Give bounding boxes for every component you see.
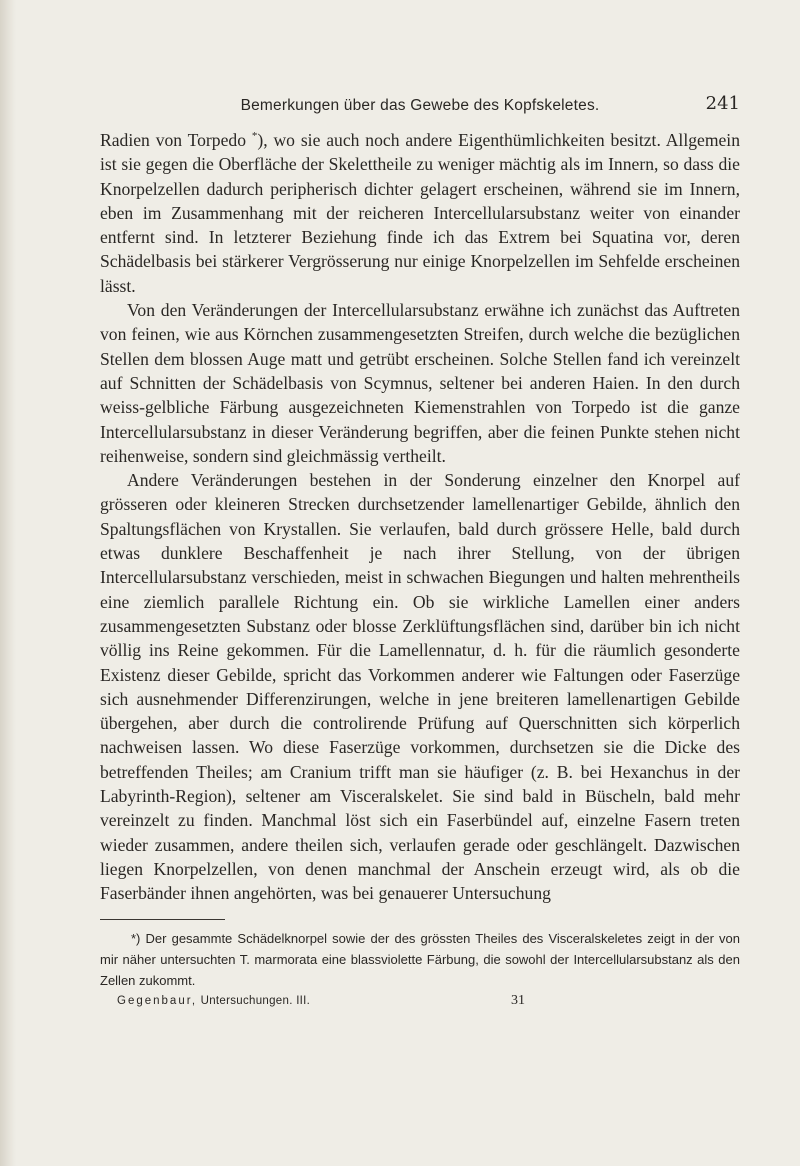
footnote-text: *) Der gesammte Schädelknorpel sowie der des grössten Theiles des Visceralskeletes zeigt in der von mir näher untersuchten T. marmorata eine blassviolette Färbung, die sowohl der Intercellularsubstanz als den Zellen zukommt. xyxy=(100,930,740,988)
paragraph-3: Andere Veränderungen bestehen in der Sonderung einzelner den Knorpel auf grösseren oder kleineren Strecken durchsetzender lamellenartiger Gebilde, ähnlich den Spaltungsflächen von Krystallen. Sie verlaufen, bald durch grössere Helle, bald durch etwas dunklere Beschaffenheit je nach ihrer Stellung, von der übrigen Intercellularsubstanz verschieden, meist in schwachen Biegungen und halten mehrentheils eine ziemlich parallele Richtung ein. Ob sie wirkliche Lamellen einer anders zusammengesetzten Substanz oder blosse Zerklüftungsflächen sind, darüber bin ich nicht völlig ins Reine gekommen. Für die Lamellennatur, d. h. für die räumlich gesonderte Existenz dieser Gebilde, spricht das Vorkommen anderer wie Faltungen oder Faserzüge sich ausnehmender Differenzirungen, welche in jene breiteren lamellenartigen Gebilde übergehen, aber durch die controlirende Prüfung auf Querschnitten sich körperlich nachweisen lassen. Wo diese Faserzüge vorkommen, durchsetzen sie die Dicke des betreffenden Theiles; am Cranium trifft man sie häufiger (z. B. bei Hexanchus in der Labyrinth-Region), seltener am Visceralskelet. Sie sind bald in Büscheln, bald mehr vereinzelt zu finden. Manchmal löst sich ein Faserbündel auf, einzelne Fasern treten wieder zusammen, andere theilen sich, verlaufen gerade oder geschlängelt. Dazwischen liegen Knorpelzellen, von denen manchmal der Anschein erzeugt wird, als ob die Faserbänder ihnen angehörten, was bei genauerer Untersuchung xyxy=(100,470,740,904)
page-binding-edge xyxy=(0,0,16,1166)
sheet-number: 31 xyxy=(511,992,525,1008)
paragraph-1 xyxy=(100,128,740,298)
signature-author: Gegenbaur, xyxy=(117,994,198,1007)
footnote-reference: * xyxy=(251,130,258,143)
page-number: 241 xyxy=(705,93,740,114)
running-title: Bemerkungen über das Gewebe des Kopfskeletes. xyxy=(240,97,600,114)
paragraph-1-start: Radien von Torpedo xyxy=(100,130,246,150)
printer-signature xyxy=(117,995,310,1007)
signature-work: Untersuchungen. III. xyxy=(200,994,311,1007)
running-header xyxy=(100,92,740,122)
paragraph-2: Von den Veränderungen der Intercellularsubstanz erwähne ich zunächst das Auftreten von feinen, wie aus Körnchen zusammengesetzten Streifen, durch welche die bezüglichen Stellen dem blossen Auge matt und getrübt erscheinen. Solche Stellen fand ich vereinzelt auf Schnitten der Schädelbasis von Scymnus, seltener bei anderen Haien. In den durch weiss-gelbliche Färbung ausgezeichneten Kiemenstrahlen von Torpedo ist die ganze Intercellularsubstanz in dieser Veränderung begriffen, aber die feinen Punkte stehen nicht reihenweise, sondern sind gleichmässig vertheilt. xyxy=(100,300,740,466)
footnote xyxy=(100,928,740,991)
footnote-divider xyxy=(100,919,225,920)
paragraph-1-rest: ), wo sie auch noch andere Eigenthümlichkeiten besitzt. Allgemein ist sie gegen die Oberfläche der Skelettheile zu weniger mächtig als im Innern, so dass die Knorpelzellen dadurch peripherisch dichter gelagert erscheinen, während sie im Innern, eben im Zusammenhang mit der reicheren Intercellularsubstanz weiter von einander entfernt sind. In letzterer Beziehung finde ich das Extrem bei Squatina vor, deren Schädelbasis bei stärkerer Vergrösserung nur einige Knorpelzellen im Sehfelde erscheinen lässt. xyxy=(100,130,740,296)
body-text xyxy=(100,128,740,906)
signature-line xyxy=(100,993,740,1015)
book-page xyxy=(100,92,740,1015)
